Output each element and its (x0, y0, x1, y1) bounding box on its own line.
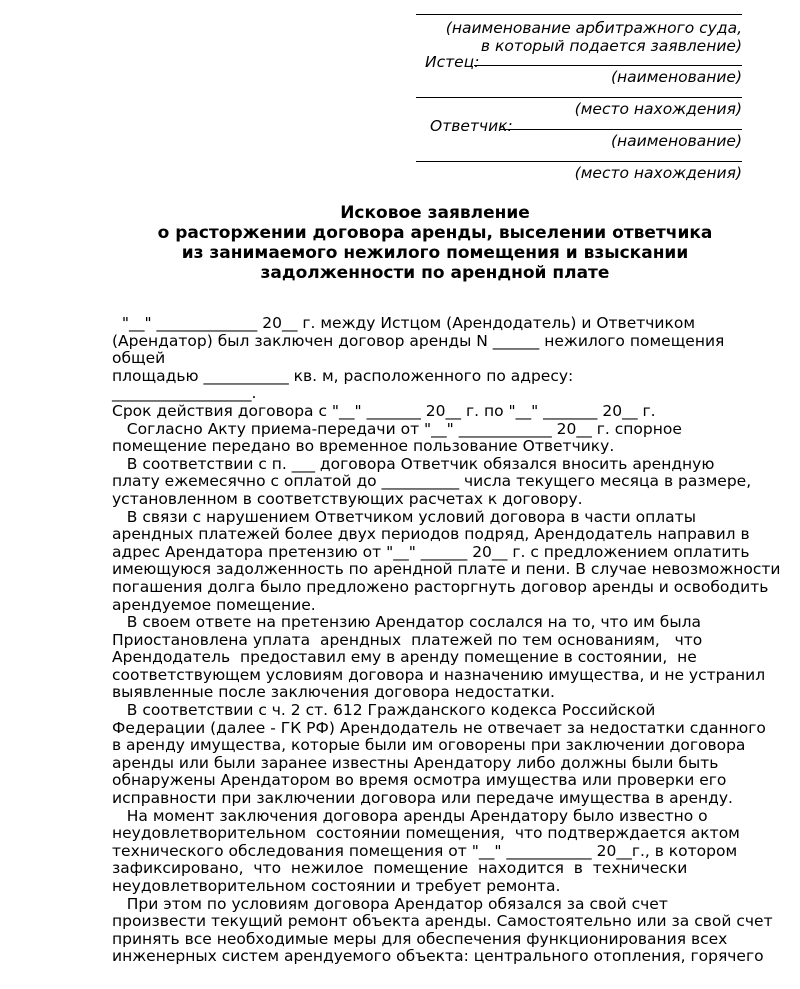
defendant-name-note: (наименование) (610, 132, 742, 150)
defendant-name-blank (500, 129, 742, 130)
plaintiff-name-blank (474, 65, 742, 66)
title-line-1: Исковое заявление (340, 203, 530, 223)
body-line: Срок действия договора с "__" _______ 20__ г. по "__" _______ 20__ г. (112, 401, 656, 420)
body-line: зафиксировано, что нежилое помещение находится в технически (112, 859, 688, 878)
body-line: установленном в соответствующих расчетах к договору. (112, 489, 583, 508)
body-line: В соответствии с п. ___ договора Ответчик обязался вносить арендную (112, 454, 715, 473)
title-line-3: из занимаемого нежилого помещения и взыскании (181, 243, 689, 263)
body-line: плату ежемесячно с оплатой до __________ числа текущего месяца в размере, (112, 472, 752, 491)
body-line: произвести текущий ремонт объекта аренды. Самостоятельно или за свой счет (112, 912, 773, 931)
body-line: На момент заключения договора аренды Арендатору было известно о (112, 806, 708, 825)
plaintiff-label: Истец: (425, 53, 480, 71)
court-name-blank (416, 14, 742, 15)
body-line: неудовлетворительном состоянии и требует ремонта. (112, 877, 561, 895)
body-line: Согласно Акту приема-передачи от "__" ____________ 20__ г. спорное (112, 419, 682, 438)
body-line: исправности при заключении договора или передаче имущества в аренду. (112, 789, 733, 808)
body-line: При этом по условиям договора Арендатор обязался за свой счет (112, 894, 668, 913)
body-line: арендуемое помещение. (112, 595, 316, 614)
body-line: аренды или были заранее известны Арендатору либо должны были быть (112, 753, 719, 772)
plaintiff-location-blank (416, 97, 742, 98)
body-line: обнаружены Арендатором во время осмотра имущества или проверки его (112, 771, 727, 790)
document-body (112, 314, 781, 966)
plaintiff-location-note: (место нахождения) (574, 100, 742, 118)
body-line: адрес Арендатора претензию от "__" ______ 20__ г. с предложением оплатить (112, 542, 750, 561)
body-line: имеющуюся задолженность по арендной плате и пени. В случае невозможности (112, 560, 781, 579)
body-line: Федерации (далее - ГК РФ) Арендодатель не отвечает за недостатки сданного (112, 718, 766, 737)
body-line: "__" _____________ 20__ г. между Истцом (Арендодатель) и Ответчиком (112, 314, 696, 332)
body-line: принять все необходимые меры для обеспечения функционирования всех (112, 929, 728, 948)
body-line: в аренду имущества, которые были им оговорены при заключении договора (112, 736, 746, 755)
body-line: соответствующем условиям договора и назначению имущества, и не устранил (112, 665, 766, 684)
document-title (0, 203, 800, 283)
body-line: В своем ответе на претензию Арендатор сослался на то, что им была (112, 613, 702, 632)
body-line: Приостановлена уплата арендных платежей по тем основаниям, что (112, 630, 703, 649)
body-line: неудовлетворительном состоянии помещения, что подтверждается актом (112, 824, 740, 843)
body-line: помещение передано во временное пользование Ответчику. (112, 437, 615, 456)
body-line: общей (112, 349, 166, 368)
plaintiff-name-note: (наименование) (610, 68, 742, 86)
body-line: (Арендатор) был заключен договор аренды N ______ нежилого помещения (112, 331, 725, 350)
title-line-2: о расторжении договора аренды, выселении ответчика (157, 223, 713, 243)
body-line: арендных платежей более двух периодов подряд, Арендодатель направил в (112, 525, 750, 544)
title-line-4: задолженности по арендной плате (260, 263, 610, 283)
body-line: технического обследования помещения от "__" ___________ 20__г., в котором (112, 841, 738, 860)
defendant-location-note: (место нахождения) (574, 164, 742, 182)
body-line: площадью ___________ кв. м, расположенного по адресу: (112, 366, 574, 385)
body-line: В соответствии с ч. 2 ст. 612 Гражданского кодекса Российской (112, 701, 656, 720)
body-line: выявленные после заключения договора недостатки. (112, 683, 555, 702)
body-line: погашения долга было предложено расторгнуть договор аренды и освободить (112, 577, 769, 596)
defendant-location-blank (416, 161, 742, 162)
body-line: Арендодатель предоставил ему в аренду помещение в состоянии, не (112, 648, 697, 667)
court-note-1: (наименование арбитражного суда, (445, 19, 742, 37)
body-line: В связи с нарушением Ответчиком условий договора в части оплаты (112, 507, 696, 526)
body-line: __________________. (112, 384, 257, 403)
defendant-label: Ответчик: (430, 117, 513, 135)
court-note-2: в который подается заявление) (480, 37, 742, 55)
body-line: инженерных систем арендуемого объекта: центрального отопления, горячего (112, 947, 764, 966)
